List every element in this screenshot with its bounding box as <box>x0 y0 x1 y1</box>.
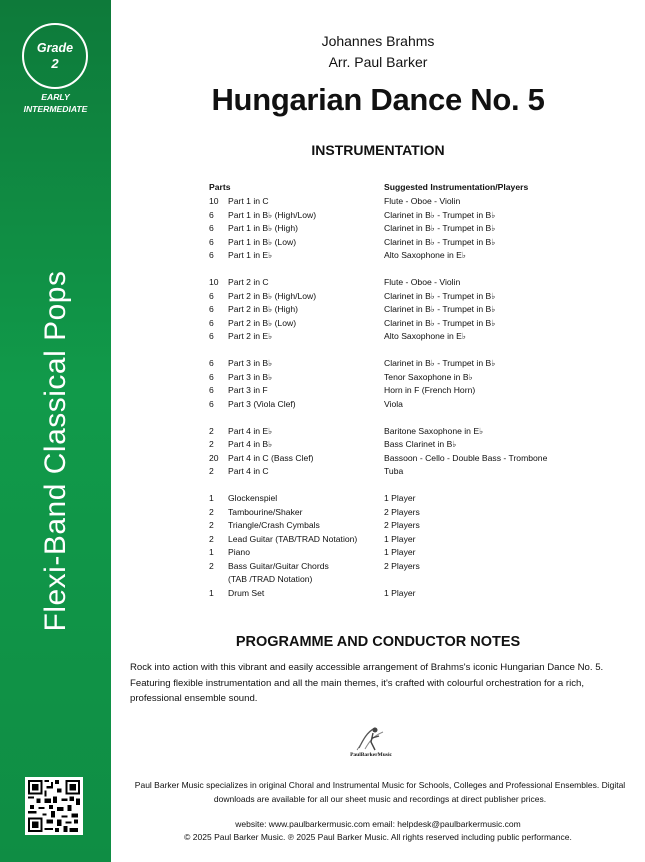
composer: Johannes Brahms <box>321 33 435 49</box>
sidebar <box>0 0 111 862</box>
suggested-instrumentation: Baritone Saxophone in E♭ <box>384 425 484 436</box>
suggested-instrumentation: Clarinet in B♭ - Trumpet in B♭ <box>384 358 496 368</box>
part-name: Part 1 in E♭ <box>228 250 273 260</box>
suggested-instrumentation: Bassoon - Cello - Double Bass - Trombone <box>384 452 548 463</box>
part-name: Part 4 in C <box>228 466 269 476</box>
parts-column-header: Parts <box>209 182 231 192</box>
instrumentation-row <box>209 303 629 317</box>
instrumentation-row <box>209 276 629 290</box>
conductor-logo-icon <box>353 722 389 752</box>
part-quantity: 6 <box>209 331 214 341</box>
part-name: Part 4 in C (Bass Clef) <box>228 452 314 463</box>
footer-contact[interactable]: website: www.paulbarkermusic.com email: helpdesk@paulbarkermusic.com <box>235 819 521 829</box>
logo-text: PaulBarkerMusic <box>350 752 392 758</box>
level-line-1: EARLY <box>41 92 70 102</box>
suggested-instrumentation: Clarinet in B♭ - Trumpet in B♭ <box>384 317 496 328</box>
instrumentation-row <box>209 222 629 236</box>
suggested-instrumentation: 2 Players <box>384 520 420 530</box>
part-name: Part 1 in B♭ (High) <box>228 223 298 233</box>
part-name: Part 3 in B♭ <box>228 371 273 382</box>
part-quantity: 2 <box>209 533 214 544</box>
part-name: Part 2 in E♭ <box>228 331 273 341</box>
part-quantity: 1 <box>209 547 214 557</box>
part-quantity: 10 <box>209 196 219 206</box>
part-quantity: 1 <box>209 493 214 503</box>
part-name: Bass Guitar/Guitar Chords <box>228 560 329 571</box>
part-name: Part 4 in E♭ <box>228 425 273 436</box>
suggested-instrumentation: 1 Player <box>384 493 416 503</box>
suggested-instrumentation: Tuba <box>384 466 404 476</box>
part-quantity: 1 <box>209 587 214 598</box>
level-label <box>0 91 111 115</box>
grade-label: Grade <box>36 41 74 55</box>
part-name: (TAB /TRAD Notation) <box>228 574 313 584</box>
instrumentation-row <box>209 560 629 574</box>
part-name: Part 1 in C <box>228 196 269 206</box>
suggested-instrumentation: 2 Players <box>384 560 420 571</box>
group-spacer <box>209 479 629 493</box>
part-quantity: 2 <box>209 425 214 436</box>
instrumentation-row <box>209 209 629 223</box>
instrumentation-row <box>209 290 629 304</box>
instrumentation-row <box>209 384 629 398</box>
suggested-instrumentation: 1 Player <box>384 587 416 598</box>
part-quantity: 2 <box>209 520 214 530</box>
instrumentation-row <box>209 546 629 560</box>
instrumentation-list <box>209 195 629 600</box>
part-quantity: 6 <box>209 358 214 368</box>
part-quantity: 6 <box>209 385 214 395</box>
part-name: Triangle/Crash Cymbals <box>228 520 320 530</box>
suggested-instrumentation: Clarinet in B♭ - Trumpet in B♭ <box>384 304 496 314</box>
group-spacer <box>209 263 629 277</box>
suggested-instrumentation: 1 Player <box>384 547 416 557</box>
instrumentation-row <box>209 492 629 506</box>
instrumentation-row <box>209 587 629 601</box>
part-quantity: 2 <box>209 560 214 571</box>
part-quantity: 6 <box>209 398 214 409</box>
part-quantity: 2 <box>209 466 214 476</box>
suggested-instrumentation: 1 Player <box>384 533 416 544</box>
suggested-instrumentation: Alto Saxophone in E♭ <box>384 250 466 260</box>
part-quantity: 6 <box>209 223 214 233</box>
suggested-instrumentation: Clarinet in B♭ - Trumpet in B♭ <box>384 209 496 220</box>
part-quantity: 10 <box>209 277 219 287</box>
instrumentation-row <box>209 195 629 209</box>
instrumentation-row <box>209 371 629 385</box>
instrumentation-row <box>209 573 629 587</box>
suggested-instrumentation: Horn in F (French Horn) <box>384 385 476 395</box>
instrumentation-row <box>209 236 629 250</box>
part-quantity: 2 <box>209 506 214 517</box>
part-name: Part 2 in B♭ (High) <box>228 304 298 314</box>
part-name: Part 2 in B♭ (High/Low) <box>228 290 317 301</box>
instrumentation-row <box>209 425 629 439</box>
instrumentation-row <box>209 465 629 479</box>
instrumentation-row <box>209 249 629 263</box>
footer-about: Paul Barker Music specializes in original Choral and Instrumental Music for Schools, Colleges and Professional Ensembles. Digital downloads are available for all our sheet music and recordings at direct publisher prices. <box>134 780 626 804</box>
part-name: Part 4 in B♭ <box>228 439 273 449</box>
suggested-instrumentation: Viola <box>384 398 403 409</box>
part-name: Part 1 in B♭ (Low) <box>228 236 297 247</box>
part-name: Part 3 in F <box>228 385 268 395</box>
part-quantity: 6 <box>209 209 214 220</box>
part-quantity: 6 <box>209 236 214 247</box>
part-quantity: 20 <box>209 452 219 463</box>
suggested-instrumentation: Clarinet in B♭ - Trumpet in B♭ <box>384 290 496 301</box>
suggested-instrumentation: 2 Players <box>384 506 420 517</box>
suggested-instrumentation: Bass Clarinet in B♭ <box>384 439 457 449</box>
grade-number: 2 <box>51 56 59 71</box>
suggested-instrumentation: Tenor Saxophone in B♭ <box>384 371 473 382</box>
notes-body: Rock into action with this vibrant and easily accessible arrangement of Brahms's iconic Hungarian Dance No. 5. Featuring flexible instrumentation and all the main themes, it's crafted with colourful orchestration for a rich, professional ensemble sound. <box>130 662 604 704</box>
instrumentation-row <box>209 452 629 466</box>
suggested-instrumentation: Flute - Oboe - Violin <box>384 196 461 206</box>
notes-heading: PROGRAMME AND CONDUCTOR NOTES <box>235 634 521 650</box>
suggested-instrumentation: Flute - Oboe - Violin <box>384 277 461 287</box>
arranger: Arr. Paul Barker <box>328 54 428 70</box>
part-name: Part 1 in B♭ (High/Low) <box>228 209 317 220</box>
part-name: Part 2 in C <box>228 277 269 287</box>
instrumentation-row <box>209 330 629 344</box>
part-quantity: 6 <box>209 317 214 328</box>
suggested-column-header: Suggested Instrumentation/Players <box>384 182 529 192</box>
level-line-2: INTERMEDIATE <box>23 104 88 114</box>
group-spacer <box>209 411 629 425</box>
footer-copyright: © 2025 Paul Barker Music. ℗ 2025 Paul Barker Music. All rights reserved including public performance. <box>184 832 572 842</box>
instrumentation-row <box>209 438 629 452</box>
instrumentation-row <box>209 357 629 371</box>
instrumentation-row <box>209 533 629 547</box>
part-name: Drum Set <box>228 587 265 598</box>
suggested-instrumentation: Alto Saxophone in E♭ <box>384 331 466 341</box>
page-title: Hungarian Dance No. 5 <box>211 82 545 117</box>
part-name: Lead Guitar (TAB/TRAD Notation) <box>228 533 358 544</box>
instrumentation-row <box>209 317 629 331</box>
instrumentation-heading: INSTRUMENTATION <box>311 142 445 158</box>
part-name: Part 2 in B♭ (Low) <box>228 317 297 328</box>
part-quantity: 6 <box>209 371 214 382</box>
qr-code-icon[interactable] <box>25 777 83 835</box>
instrumentation-row <box>209 506 629 520</box>
suggested-instrumentation: Clarinet in B♭ - Trumpet in B♭ <box>384 223 496 233</box>
part-quantity: 6 <box>209 250 214 260</box>
instrumentation-row <box>209 398 629 412</box>
main-content <box>111 0 645 862</box>
part-name: Part 3 in B♭ <box>228 358 273 368</box>
series-title: Flexi-Band Classical Pops <box>39 270 72 632</box>
suggested-instrumentation: Clarinet in B♭ - Trumpet in B♭ <box>384 236 496 247</box>
part-quantity: 2 <box>209 439 214 449</box>
part-name: Glockenspiel <box>228 493 278 503</box>
grade-badge <box>22 23 88 89</box>
part-name: Piano <box>228 547 250 557</box>
instrumentation-row <box>209 519 629 533</box>
publisher-logo <box>336 722 406 762</box>
part-quantity: 6 <box>209 290 214 301</box>
group-spacer <box>209 344 629 358</box>
part-name: Tambourine/Shaker <box>228 506 303 517</box>
part-quantity: 6 <box>209 304 214 314</box>
part-name: Part 3 (Viola Clef) <box>228 398 296 409</box>
